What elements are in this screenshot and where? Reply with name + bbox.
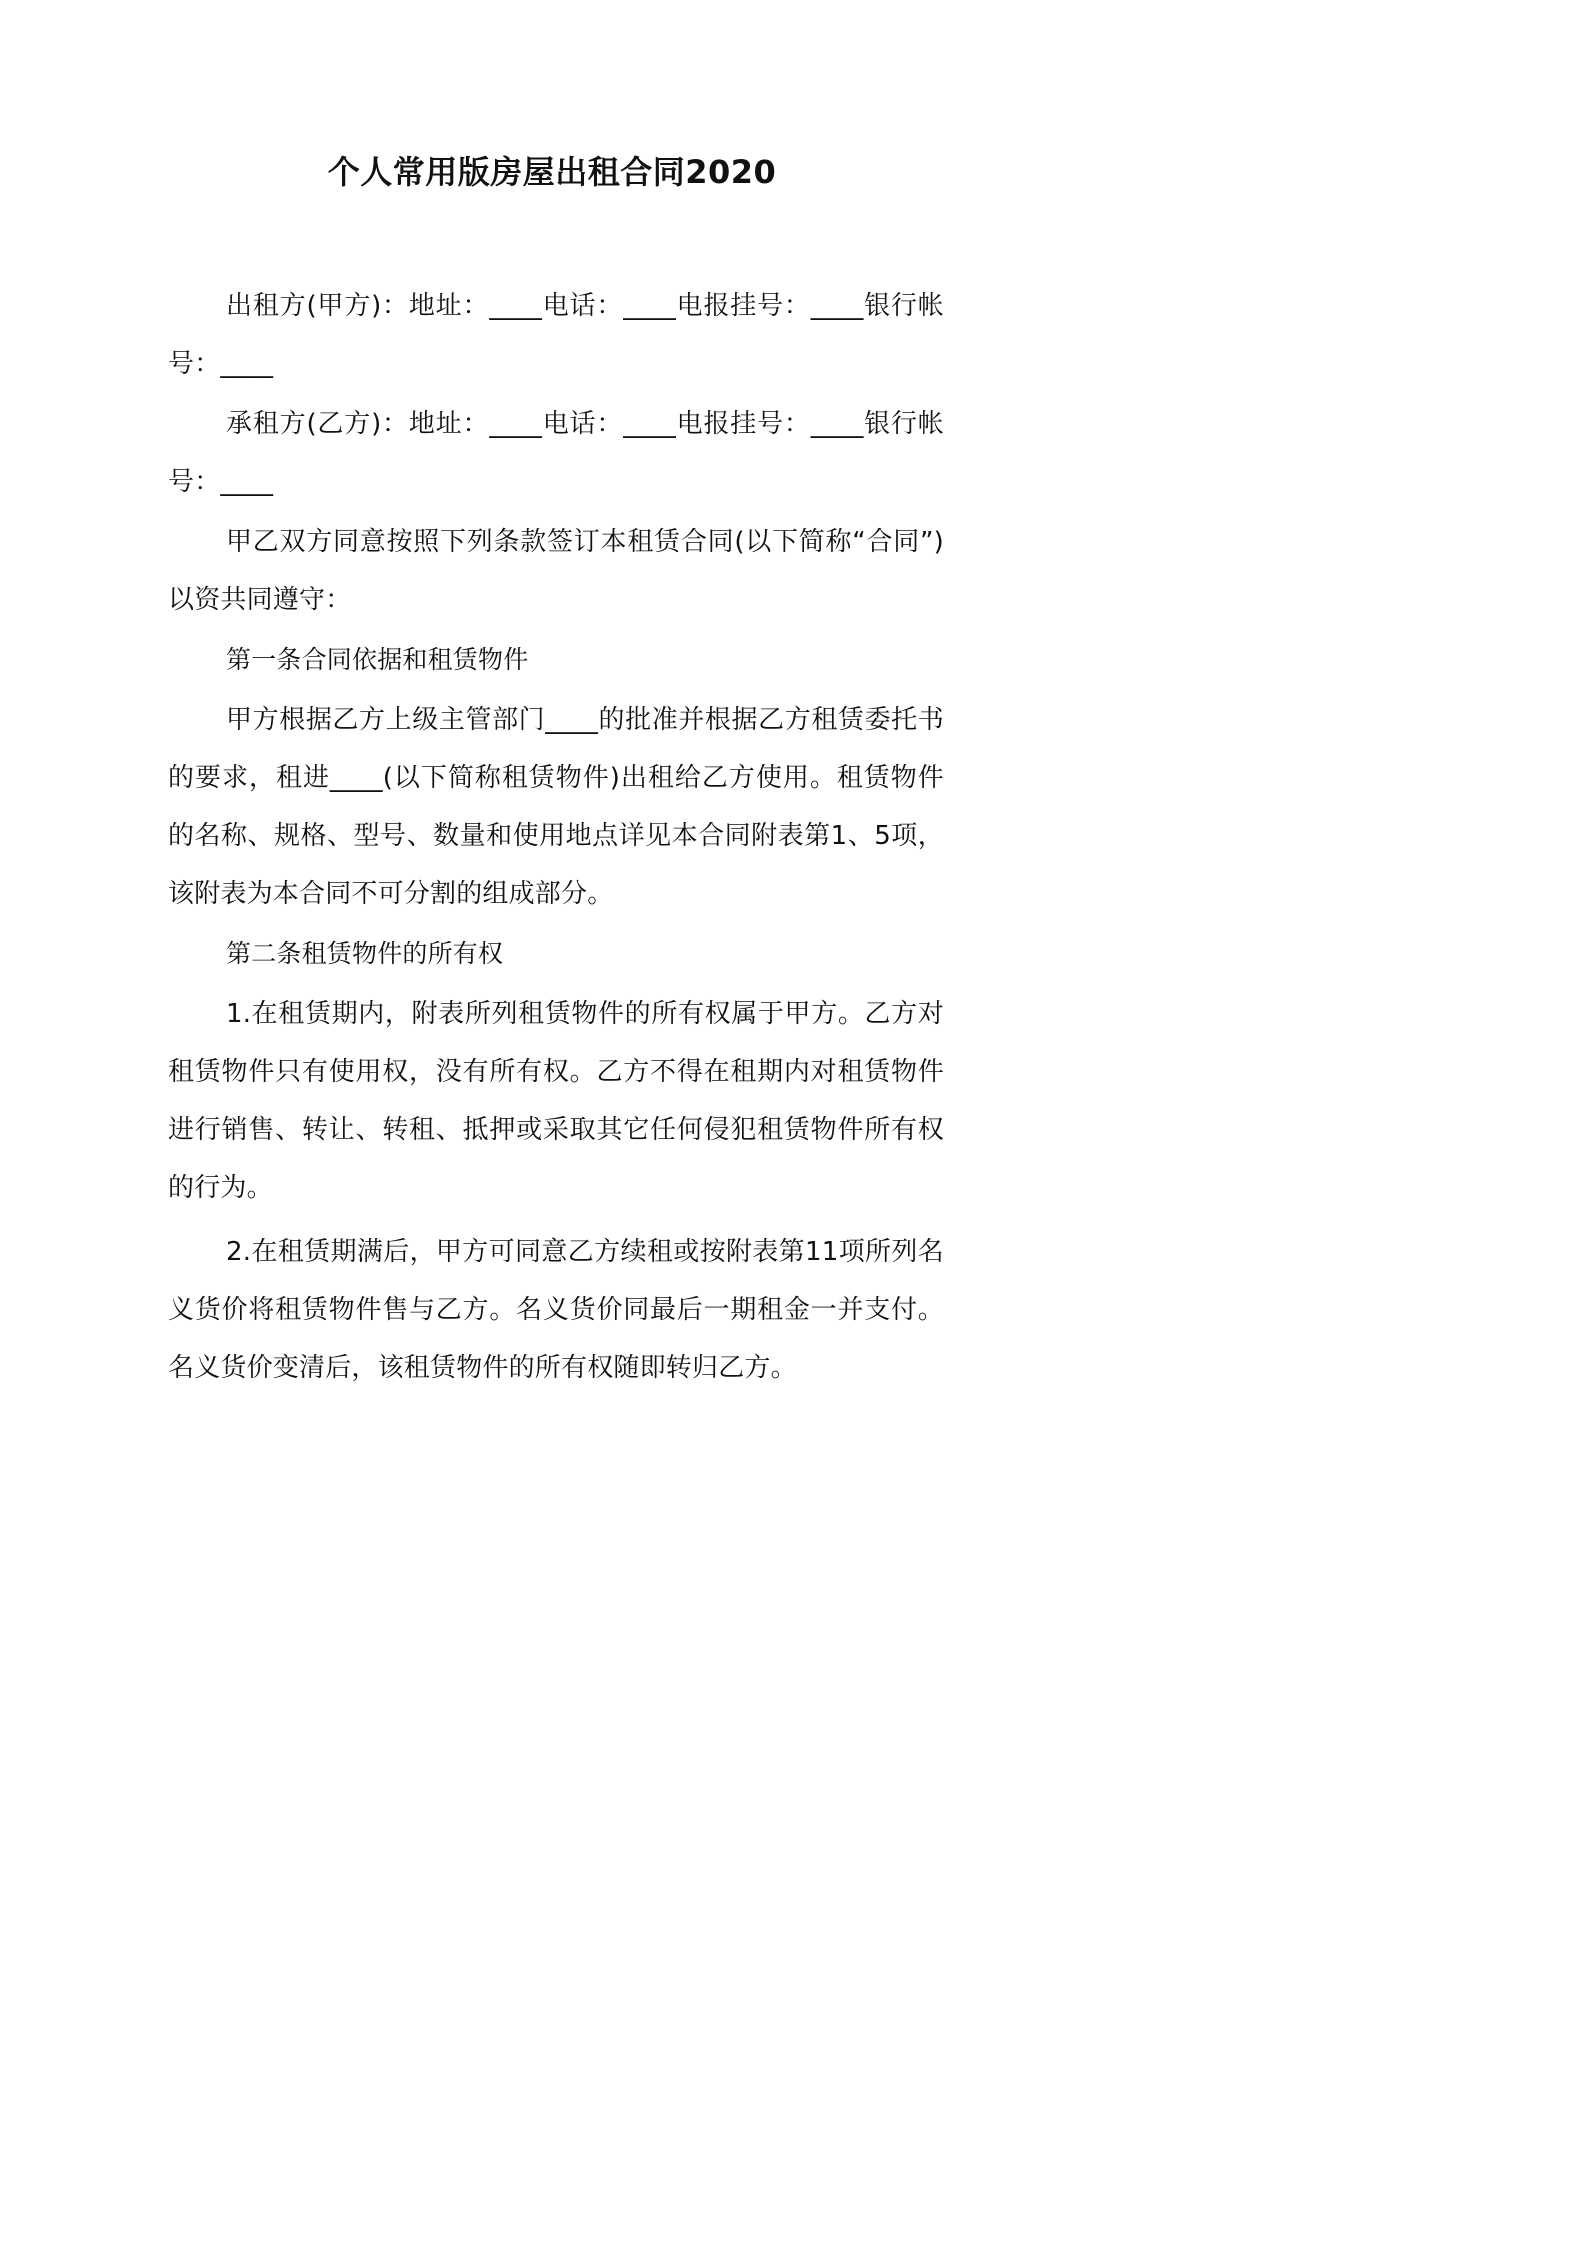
agreement-intro: 甲乙双方同意按照下列条款签订本租赁合同(以下简称“合同”)以资共同遵守：	[168, 527, 944, 615]
party-b-info: 承租方(乙方)：地址：____电话：____电报挂号：____银行帐号：____	[168, 409, 944, 497]
article-1-body: 甲方根据乙方上级主管部门____的批准并根据乙方租赁委托书的要求，租进____(以下简称租赁物件)出租给乙方使用。租赁物件的名称、规格、型号、数量和使用地点详见本合同附表第1、5项，该附表为本合同不可分割的组成部分。	[168, 705, 944, 909]
document-body	[168, 277, 944, 1399]
document-title: 个人常用版房屋出租合同2020	[327, 153, 777, 191]
document-page	[0, 0, 1104, 1562]
article-1-heading: 第一条合同依据和租赁物件	[226, 645, 529, 674]
article-2-clause-2: 2.在租赁期满后，甲方可同意乙方续租或按附表第11项所列名义货价将租赁物件售与乙方。名义货价同最后一期租金一并支付。名义货价变清后，该租赁物件的所有权随即转归乙方。	[168, 1237, 944, 1383]
article-2-clause-1: 1.在租赁期内，附表所列租赁物件的所有权属于甲方。乙方对租赁物件只有使用权，没有所有权。乙方不得在租期内对租赁物件进行销售、转让、转租、抵押或采取其它任何侵犯租赁物件所有权的行为。	[168, 999, 944, 1203]
party-a-info: 出租方(甲方)：地址：____电话：____电报挂号：____银行帐号：____	[168, 291, 944, 379]
article-2-heading: 第二条租赁物件的所有权	[226, 939, 504, 968]
